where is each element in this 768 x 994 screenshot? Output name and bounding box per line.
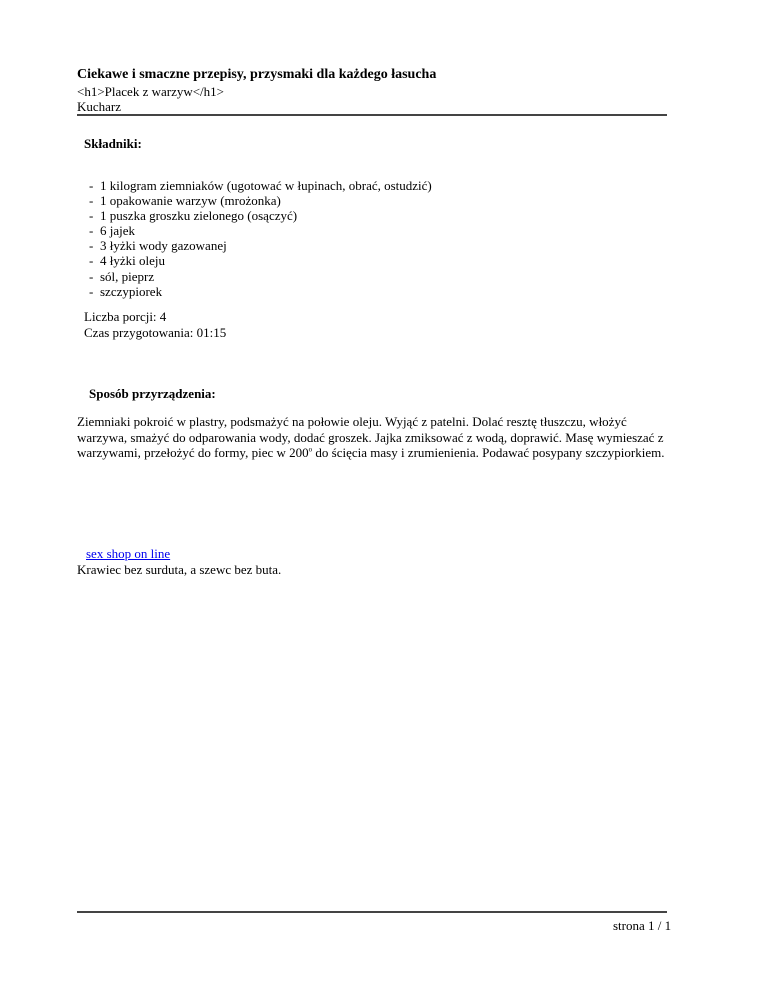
method-text-part: Ziemniaki pokroić w plastry, podsmażyć na połowie oleju. Wyjąć z patelni. Dolać resztę tłuszczu, włożyć warzywa, smażyć do odparowania wody, dodać groszek. Jajka zmiksować z wodą, doprawić. Masę wymieszać z warzywami, przełożyć do formy, piec w 200 [77,414,664,460]
ingredient-text: 6 jajek [100,223,136,239]
list-item: - 1 kilogram ziemniaków (ugotować w łupinach, obrać, ostudzić) [89,178,432,193]
prep-time: Czas przygotowania: 01:15 [84,325,227,340]
recipe-title: <h1>Placek z warzyw</h1> [77,84,225,99]
method-text [77,414,677,461]
ingredient-text: 4 łyżki oleju [100,253,165,269]
ingredient-text: szczypiorek [100,283,163,299]
author: Kucharz [77,99,122,114]
list-item: - 1 opakowanie warzyw (mrożonka) [89,193,281,209]
proverb: Krawiec bez surduta, a szewc bez buta. [77,562,282,577]
ingredient-text: sól, pieprz [100,268,155,284]
servings: Liczba porcji: 4 [84,309,167,324]
list-item: - szczypiorek [89,283,163,299]
list-item: - 1 puszka groszku zielonego (osączyć) [89,208,298,224]
ingredient-text: 3 łyżki wody gazowanej [100,238,227,254]
ingredient-text: 1 kilogram ziemniaków (ugotować w łupinach, obrać, ostudzić) [100,178,432,193]
footer-divider [77,911,667,913]
list-item: - 6 jajek [89,223,136,239]
site-title: Ciekawe i smaczne przepisy, przysmaki dla każdego łasucha [77,67,437,82]
promo-link[interactable]: sex shop on line [86,546,171,561]
list-item: - 4 łyżki oleju [89,253,165,269]
ingredients-heading: Składniki: [84,136,142,151]
page-number: strona 1 / 1 [613,918,672,933]
ingredients-list [89,178,432,299]
method-heading: Sposób przyrządzenia: [89,386,216,401]
ingredient-text: 1 puszka groszku zielonego (osączyć) [100,208,298,224]
method-text-part: do ścięcia masy i zrumienienia. Podawać posypany szczypiorkiem. [312,445,665,460]
ingredient-text: 1 opakowanie warzyw (mrożonka) [100,193,281,209]
degree-mark: o [308,445,313,454]
list-item: - sól, pieprz [89,268,155,284]
header-divider [77,114,667,116]
list-item: - 3 łyżki wody gazowanej [89,238,227,254]
